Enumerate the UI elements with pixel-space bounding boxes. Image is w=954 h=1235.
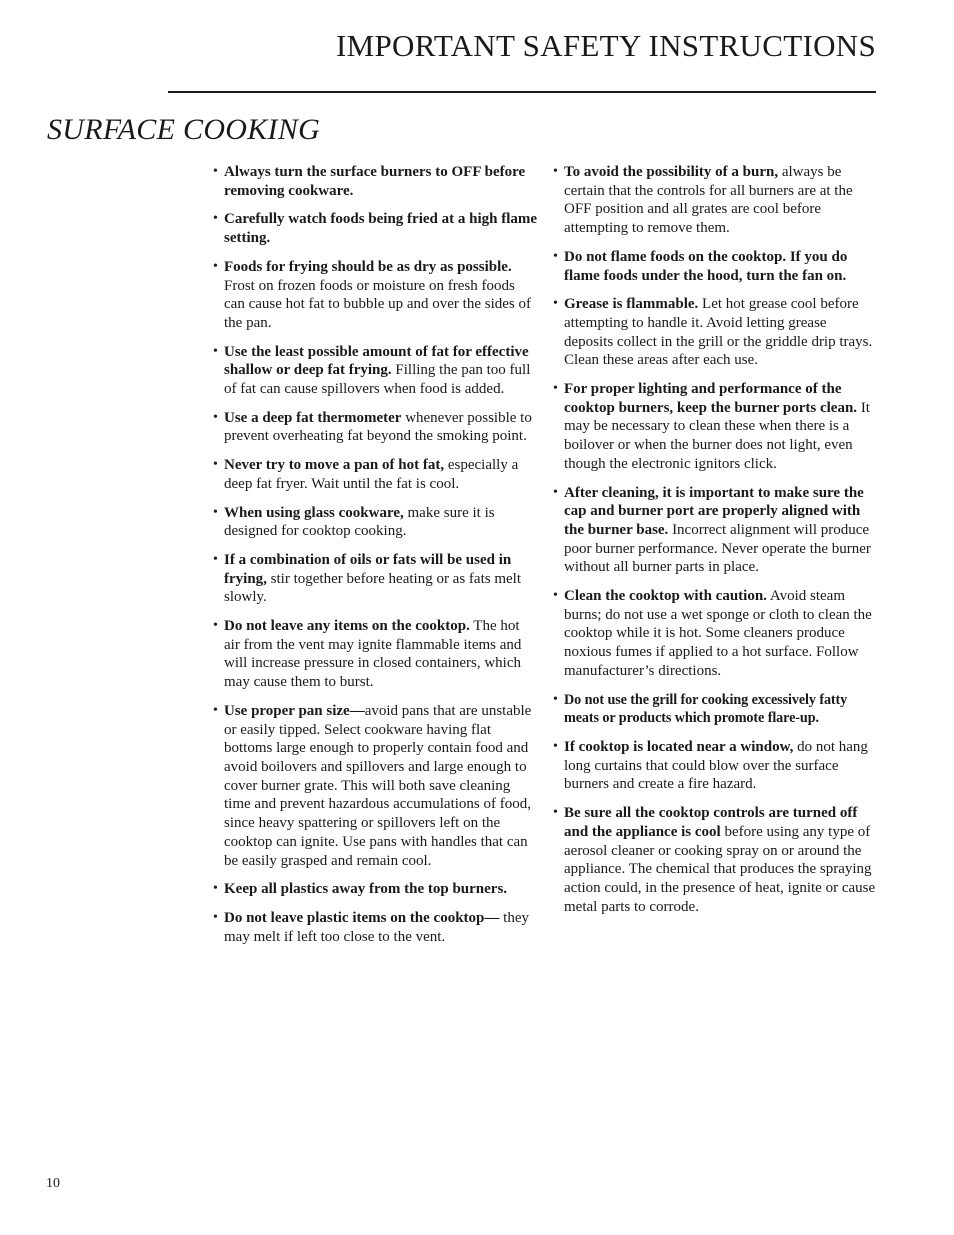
list-item: • Use proper pan size—avoid pans that are unstable or easily tipped. Select cookware having flat bottoms large enough to properly contain food and avoid boilovers and spillovers and large enough to cover burner grate. This will both save cleaning time and prevent hazardous accumulations of food, since heavy spattering or spillovers left on the cooktop can ignite. Use pans with handles that can be easily grasped and remain cool. [213,702,538,870]
list-item: • Never try to move a pan of hot fat, especially a deep fat fryer. Wait until the fat is cool. [213,456,538,493]
list-item: • Carefully watch foods being fried at a high flame setting. [213,210,538,247]
list-item: • When using glass cookware, make sure it is designed for cooktop cooking. [213,504,538,541]
list-item: • Be sure all the cooktop controls are turned off and the appliance is cool before using any type of aerosol cleaner or cooking spray on or around the appliance. The chemical that produces the spraying action could, in the presence of heat, ignite or cause metal parts to corrode. [553,804,878,916]
list-item: • Foods for frying should be as dry as possible. Frost on frozen foods or moisture on fresh foods can cause hot fat to bubble up and over the sides of the pan. [213,258,538,333]
list-item: • Use the least possible amount of fat for effective shallow or deep fat frying. Filling the pan too full of fat can cause spillovers when food is added. [213,343,538,399]
header-divider [168,91,876,93]
right-column [553,163,878,926]
list-item: • Clean the cooktop with caution. Avoid steam burns; do not use a wet sponge or cloth to clean the cooktop while it is hot. Some cleaners produce noxious fumes if applied to a hot surface. Follow manufacturer’s directions. [553,587,878,681]
list-item: • If cooktop is located near a window, do not hang long curtains that could blow over the surface burners and create a fire hazard. [553,738,878,794]
page-number: 10 [46,1176,60,1191]
list-item: • For proper lighting and performance of the cooktop burners, keep the burner ports clean. It may be necessary to clean these when there is a boilover or when the burner does not light, even though the electronic ignitors click. [553,380,878,474]
list-item: • Always turn the surface burners to OFF before removing cookware. [213,163,538,200]
list-item: • If a combination of oils or fats will be used in frying, stir together before heating or as fats melt slowly. [213,551,538,607]
list-item: • To avoid the possibility of a burn, always be certain that the controls for all burners are at the OFF position and all grates are cool before attempting to remove them. [553,163,878,238]
section-title: SURFACE COOKING [47,113,321,146]
list-item: • Do not leave plastic items on the cooktop— they may melt if left too close to the vent. [213,909,538,946]
list-item: • Do not flame foods on the cooktop. If you do flame foods under the hood, turn the fan on. [553,248,878,285]
list-item: • Use a deep fat thermometer whenever possible to prevent overheating fat beyond the smoking point. [213,409,538,446]
list-item: • Keep all plastics away from the top burners. [213,880,538,899]
page-header-title: IMPORTANT SAFETY INSTRUCTIONS [335,28,876,63]
list-item: • Do not use the grill for cooking excessively fatty meats or products which promote flare-up. [553,691,878,728]
list-item: • After cleaning, it is important to make sure the cap and burner port are properly aligned with the burner base. Incorrect alignment will produce poor burner performance. Never operate the burner without all burner parts in place. [553,484,878,578]
list-item: • Grease is flammable. Let hot grease cool before attempting to handle it. Avoid letting grease deposits collect in the grill or the griddle drip trays. Clean these areas after each use. [553,295,878,370]
list-item: • Do not leave any items on the cooktop. The hot air from the vent may ignite flammable items and will increase pressure in closed containers, which may cause them to burst. [213,617,538,692]
left-column [213,163,538,956]
